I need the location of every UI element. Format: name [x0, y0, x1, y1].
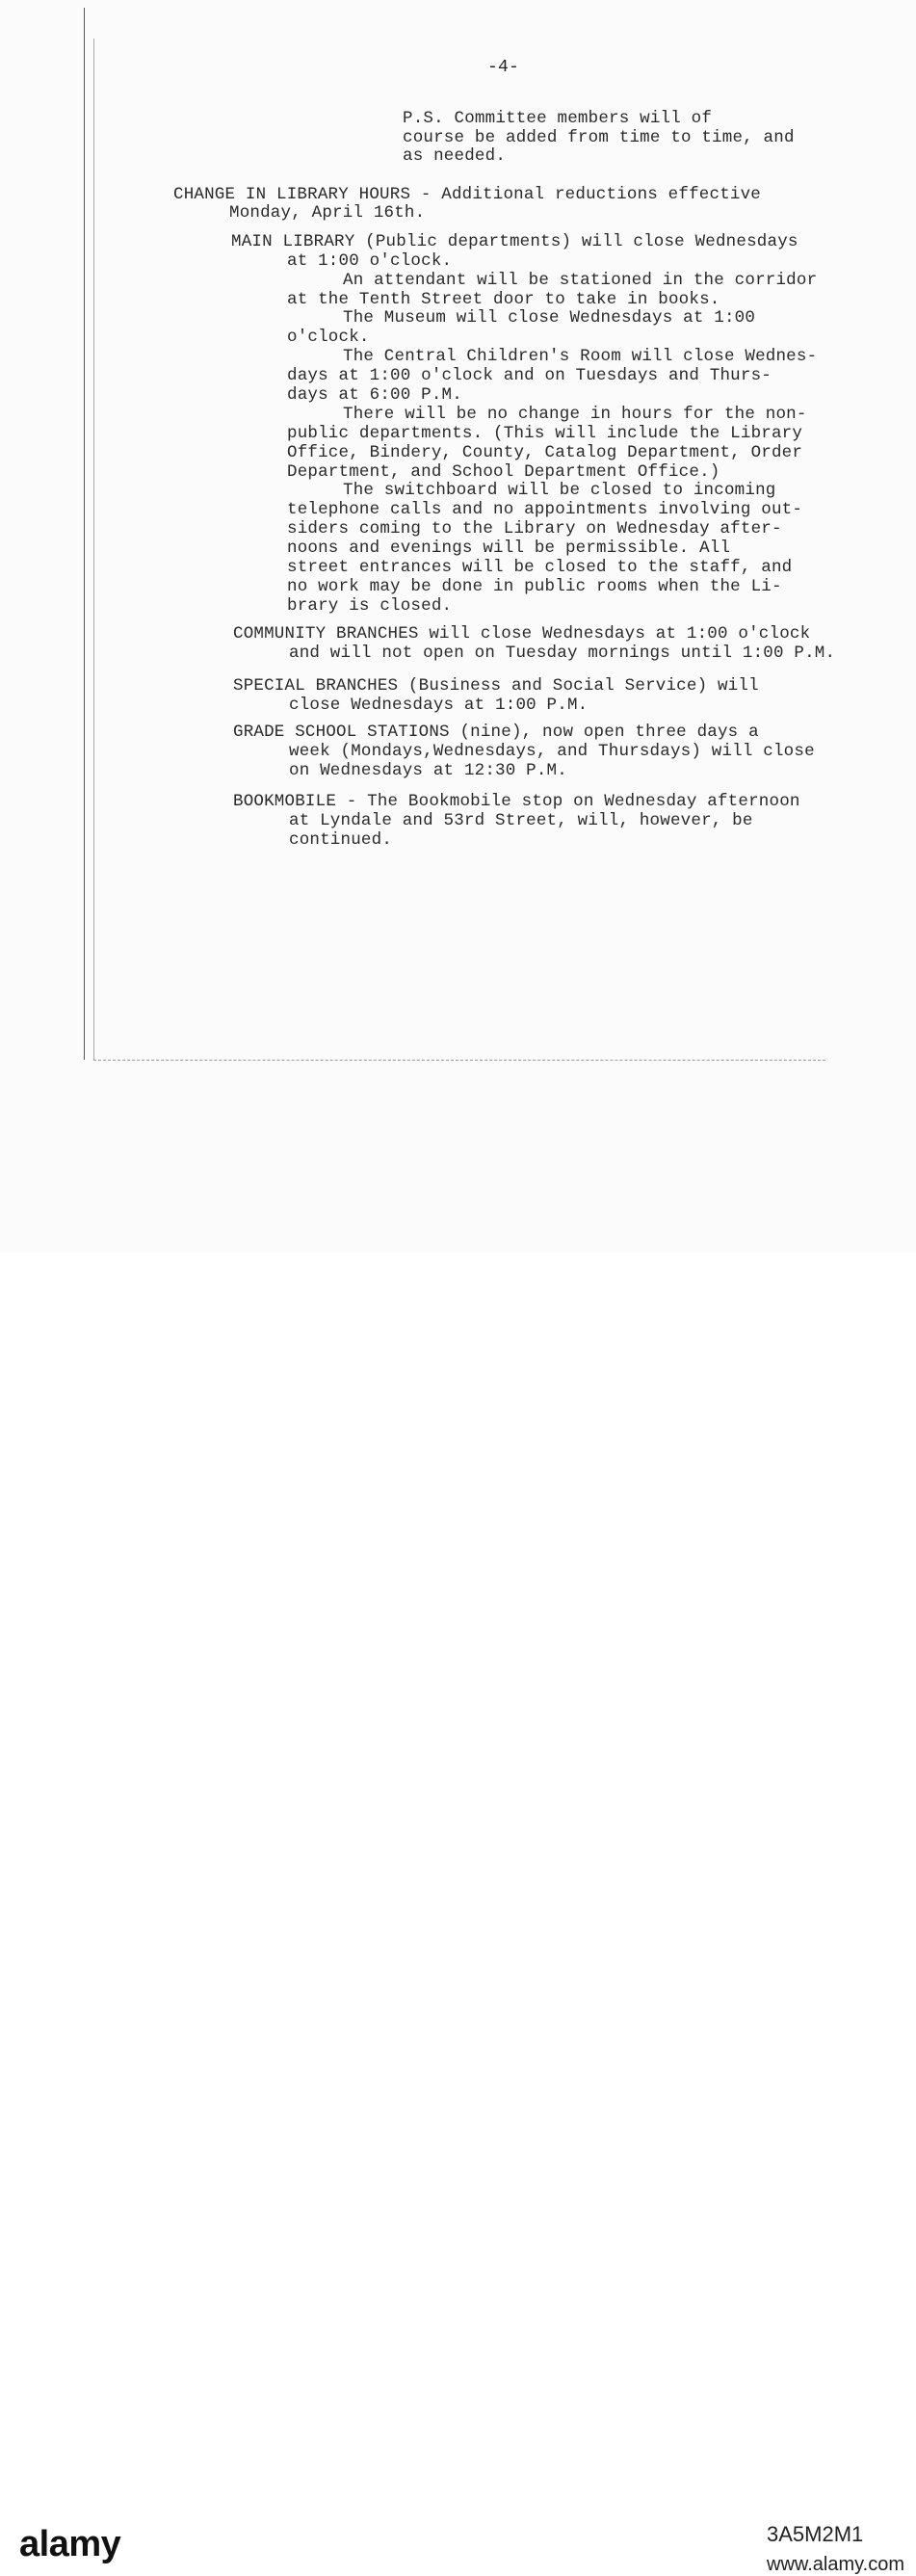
text-line: siders coming to the Library on Wednesday after-	[287, 519, 782, 539]
text-line: The Museum will close Wednesdays at 1:00	[343, 308, 756, 328]
page-number: -4-	[487, 58, 520, 77]
image-id: 3A5M2M1	[767, 2522, 864, 2546]
text-line: no work may be done in public rooms when the Li-	[287, 577, 782, 596]
margin-line	[84, 8, 85, 1060]
text-line: on Wednesdays at 12:30 P.M.	[289, 761, 567, 780]
text-line: P.S. Committee members will of	[403, 109, 713, 128]
text-line: close Wednesdays at 1:00 P.M.	[289, 696, 589, 715]
margin-line-inner	[93, 39, 94, 1060]
text-line: street entrances will be closed to the staff, and	[287, 558, 793, 577]
document-page	[0, 0, 916, 1252]
alamy-logo: alamy	[19, 2524, 121, 2564]
text-line: The Central Children's Room will close Wednes-	[343, 347, 818, 366]
text-line: and will not open on Tuesday mornings until 1:00 P.M.	[289, 644, 836, 663]
text-line: public departments. (This will include the Library	[287, 424, 803, 443]
text-line: MAIN LIBRARY (Public departments) will close Wednesdays	[231, 232, 798, 251]
text-line: days at 6:00 P.M.	[287, 385, 462, 405]
text-line: Department, and School Department Office.)	[287, 462, 720, 482]
text-line: There will be no change in hours for the non-	[343, 405, 807, 424]
text-line: An attendant will be stationed in the corridor	[343, 271, 818, 290]
text-line: days at 1:00 o'clock and on Tuesdays and Thurs-	[287, 366, 772, 385]
text-line: continued.	[289, 830, 393, 850]
text-line: GRADE SCHOOL STATIONS (nine), now open three days a	[233, 723, 759, 742]
text-line: noons and evenings will be permissible. All	[287, 539, 731, 558]
text-line: course be added from time to time, and	[403, 128, 795, 147]
text-line: at the Tenth Street door to take in books.	[287, 290, 720, 309]
text-line: COMMUNITY BRANCHES will close Wednesdays at 1:00 o'clock	[233, 624, 811, 644]
stock-footer	[0, 1252, 916, 2575]
text-line: week (Mondays,Wednesdays, and Thursdays) will close	[289, 742, 815, 761]
text-line: at 1:00 o'clock.	[287, 251, 453, 271]
text-line: telephone calls and no appointments involving out-	[287, 500, 803, 519]
text-line: Office, Bindery, County, Catalog Department, Order	[287, 443, 803, 462]
text-line: at Lyndale and 53rd Street, will, however, be	[289, 811, 753, 830]
text-line: CHANGE IN LIBRARY HOURS - Additional reductions effective	[173, 185, 761, 204]
text-line: The switchboard will be closed to incoming	[343, 481, 776, 500]
text-line: brary is closed.	[287, 596, 453, 616]
bottom-edge-line	[93, 1060, 825, 1061]
site-url: www.alamy.com	[767, 2554, 904, 2575]
text-line: o'clock.	[287, 328, 370, 347]
text-line: BOOKMOBILE - The Bookmobile stop on Wednesday afternoon	[233, 792, 800, 811]
text-line: Monday, April 16th.	[229, 203, 426, 223]
text-line: as needed.	[403, 146, 507, 166]
text-line: SPECIAL BRANCHES (Business and Social Service) will	[233, 676, 759, 696]
